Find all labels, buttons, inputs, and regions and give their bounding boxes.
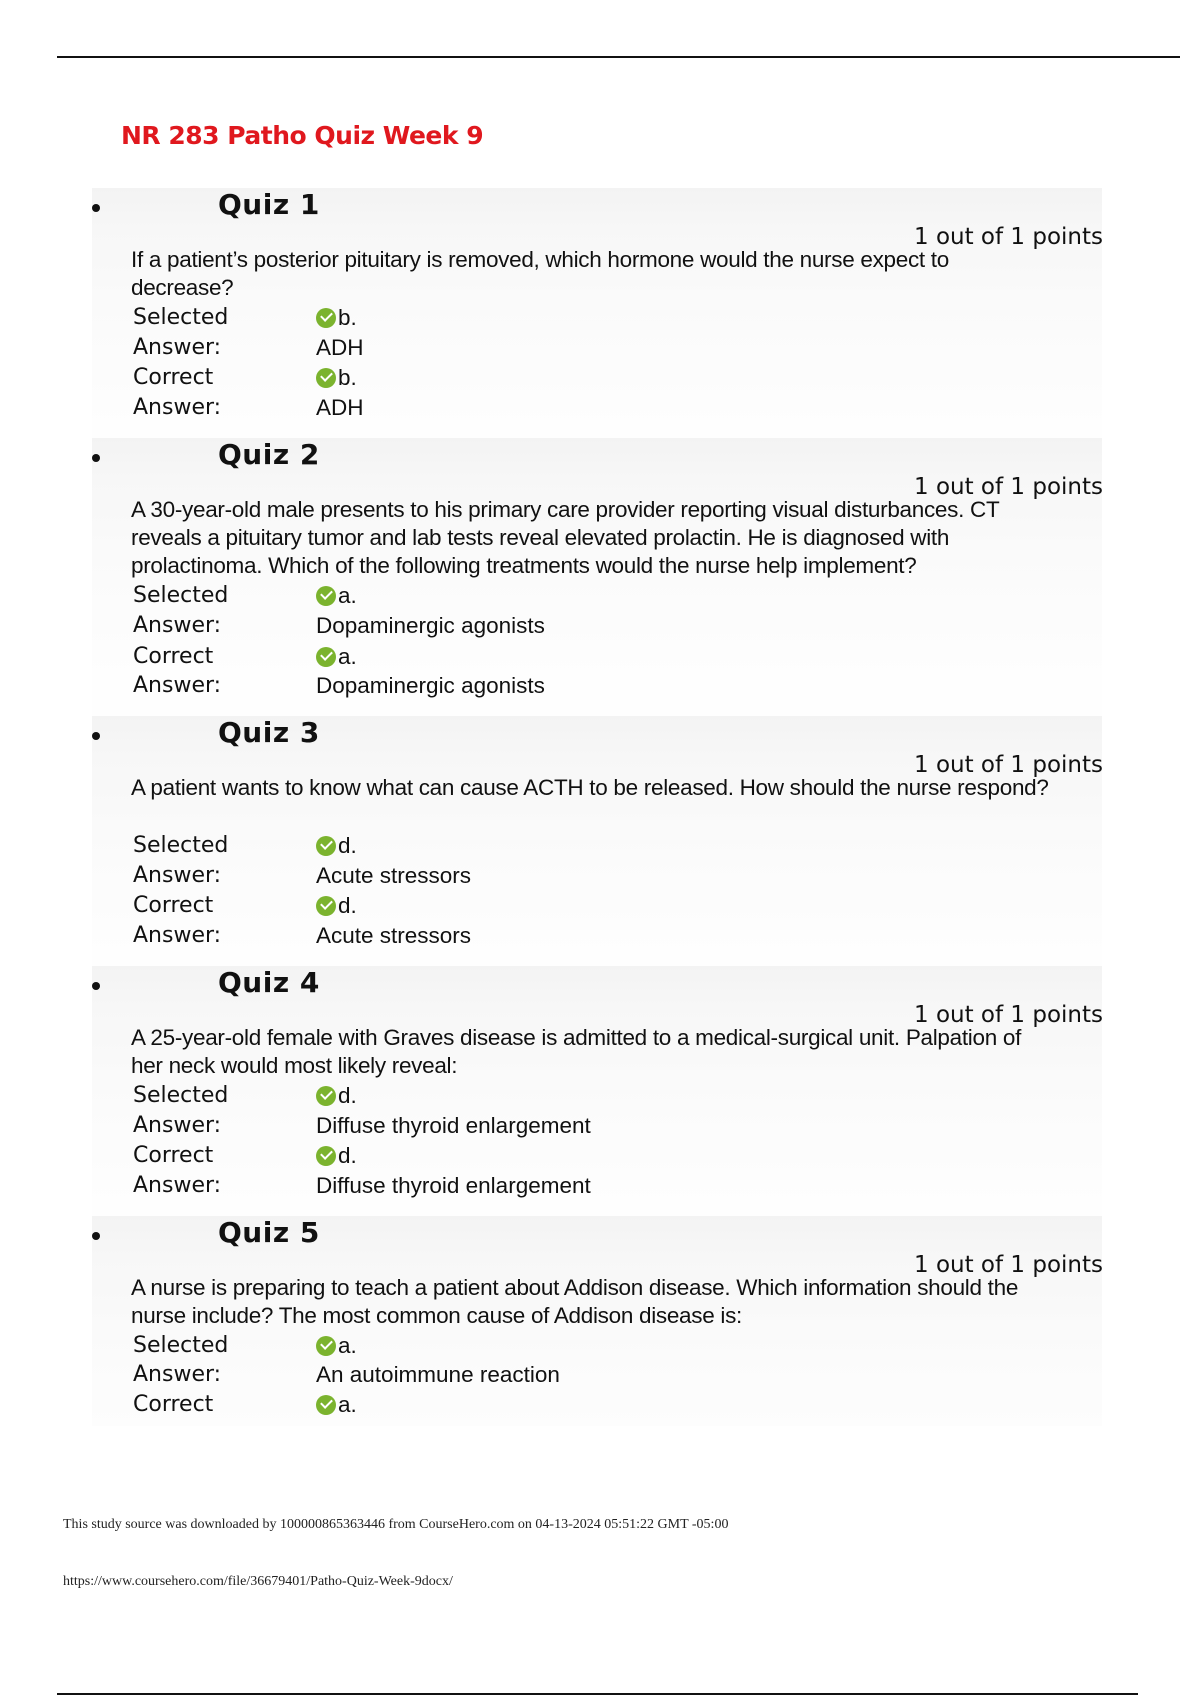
correct-answer-text: Diffuse thyroid enlargement [316,1173,591,1198]
quiz-block [0,716,1200,966]
correct-choice [316,1143,357,1169]
bullet-icon [92,454,100,462]
selected-letter: a. [338,583,357,608]
quiz-question: A patient wants to know what can cause ACTH to be released. How should the nurse respond? [131,775,1049,800]
check-icon [316,1086,336,1106]
selected-label: Selected [133,1333,229,1358]
correct-label: Correct [133,1143,214,1168]
selected-answer-text: An autoimmune reaction [316,1362,560,1387]
answer-label: Answer: [133,395,222,420]
answer-label: Answer: [133,673,222,698]
correct-choice [316,893,357,919]
answer-label: Answer: [133,1362,222,1387]
correct-choice [316,365,357,391]
correct-letter: b. [338,365,357,390]
quiz-question: A nurse is preparing to teach a patient about Addison disease. Which information should the nurse include? The most common cause of Addison disease is: [131,1275,1019,1328]
quiz-title: Quiz 1 [218,188,320,221]
quiz-question: If a patient’s posterior pituitary is removed, which hormone would the nurse expect to decrease? [131,247,949,300]
source-url[interactable]: https://www.coursehero.com/file/36679401/Patho-Quiz-Week-9docx/ [63,1574,453,1589]
quiz-question: A 25-year-old female with Graves disease is admitted to a medical-surgical unit. Palpation of her neck would most likely reveal: [131,1025,1022,1078]
selected-letter: d. [338,833,357,858]
selected-choice [316,1333,357,1359]
correct-letter: a. [338,1392,357,1417]
check-icon [316,1336,336,1356]
correct-label: Correct [133,1392,214,1417]
document-title: NR 283 Patho Quiz Week 9 [121,121,484,150]
correct-choice [316,644,357,670]
quiz-question: A 30-year-old male presents to his primary care provider reporting visual disturbances. CT reveals a pituitary tumor and lab tests reveal elevated prolactin. He is diagnosed with prolactinoma. Which of the following treatments would the nurse help implement? [131,497,999,578]
quiz-title: Quiz 2 [218,438,320,471]
answer-label: Answer: [133,923,222,948]
selected-letter: a. [338,1333,357,1358]
selected-label: Selected [133,833,229,858]
check-icon [316,647,336,667]
quiz-points: 1 out of 1 points [914,224,1103,250]
selected-answer-text: ADH [316,335,364,360]
top-rule [57,56,1180,58]
correct-answer-text: ADH [316,395,364,420]
answer-label: Answer: [133,863,222,888]
quiz-title: Quiz 3 [218,716,320,749]
check-icon [316,836,336,856]
quiz-points: 1 out of 1 points [914,1252,1103,1278]
quiz-points: 1 out of 1 points [914,752,1103,778]
check-icon [316,1146,336,1166]
bullet-icon [92,1232,100,1240]
check-icon [316,1395,336,1415]
bottom-rule [57,1693,1138,1695]
selected-choice [316,1083,357,1109]
quiz-block [0,188,1200,438]
source-notice: This study source was downloaded by 100000865363446 from CourseHero.com on 04-13-2024 05:51:22 GMT -05:00 [63,1517,729,1532]
selected-label: Selected [133,583,229,608]
selected-answer-text: Diffuse thyroid enlargement [316,1113,591,1138]
answer-label: Answer: [133,1113,222,1138]
check-icon [316,308,336,328]
bullet-icon [92,204,100,212]
selected-choice [316,305,357,331]
selected-answer-text: Dopaminergic agonists [316,613,545,638]
correct-letter: a. [338,644,357,669]
correct-answer-text: Dopaminergic agonists [316,673,545,698]
quiz-title: Quiz 5 [218,1216,320,1249]
selected-label: Selected [133,305,229,330]
quiz-points: 1 out of 1 points [914,474,1103,500]
selected-label: Selected [133,1083,229,1108]
selected-letter: b. [338,305,357,330]
correct-answer-text: Acute stressors [316,923,472,948]
correct-label: Correct [133,893,214,918]
check-icon [316,586,336,606]
quiz-points: 1 out of 1 points [914,1002,1103,1028]
quiz-block [0,438,1200,698]
check-icon [316,368,336,388]
check-icon [316,896,336,916]
correct-letter: d. [338,893,357,918]
answer-label: Answer: [133,613,222,638]
selected-choice [316,583,357,609]
selected-answer-text: Acute stressors [316,863,472,888]
answer-label: Answer: [133,335,222,360]
selected-letter: d. [338,1083,357,1108]
bullet-icon [92,732,100,740]
correct-letter: d. [338,1143,357,1168]
bullet-icon [92,982,100,990]
correct-label: Correct [133,365,214,390]
correct-label: Correct [133,644,214,669]
answer-label: Answer: [133,1173,222,1198]
correct-choice [316,1392,357,1418]
quiz-title: Quiz 4 [218,966,320,999]
quiz-block [0,966,1200,1216]
selected-choice [316,833,357,859]
quiz-block [0,1216,1200,1466]
